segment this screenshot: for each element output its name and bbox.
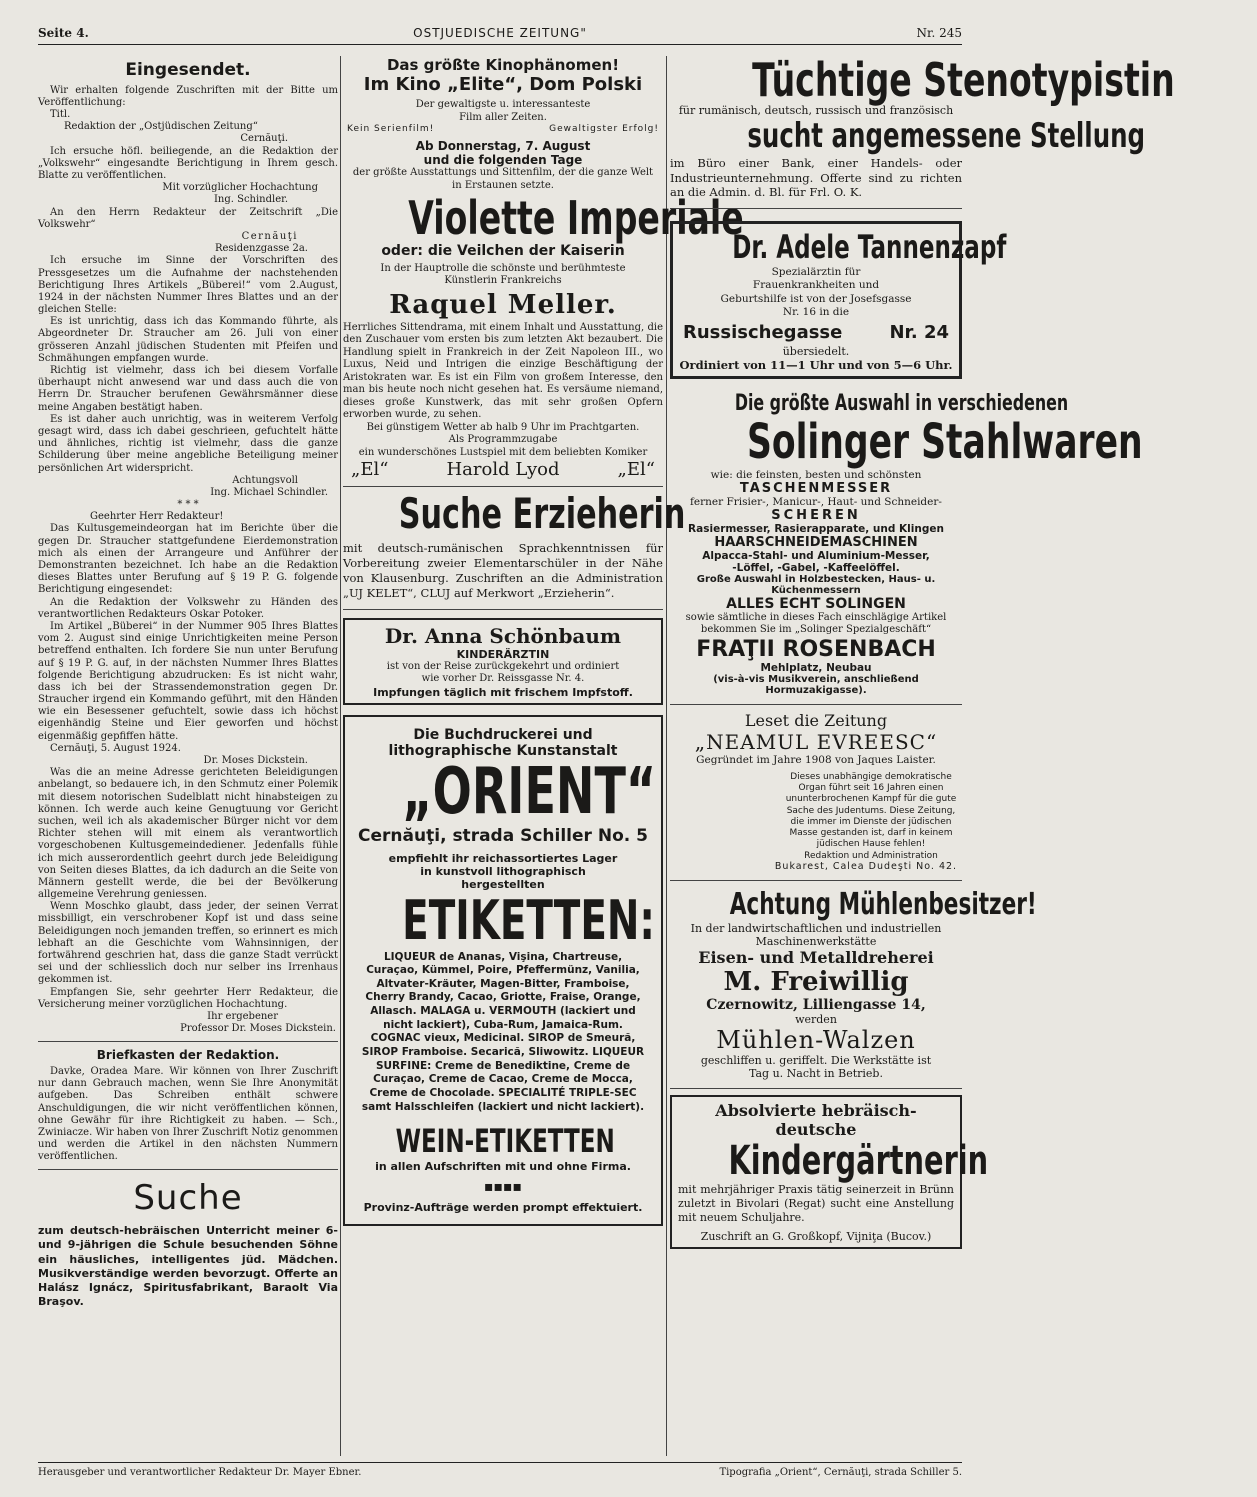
paragraph: Es ist daher auch unrichtig, was in weiterem Verfolg gesagt wird, dass ich dabei geschrieen, gefuchtelt hätte und ähnliches, richtig ist vielmehr, dass die ganze Schilderung über meine angebliche Beteiligung meiner persönlichen Art widerspricht. [38,413,338,474]
tannenzapf-hours: Ordiniert von 11—1 Uhr und von 5—6 Uhr. [679,358,953,373]
printer-imprint: Tipografia „Orient“, Cernăuţi, strada Schiller 5. [719,1467,962,1478]
kino-line: Das größte Kinophänomen! [386,56,620,74]
kino-comedian [343,459,663,480]
neamul-title: „NEAMUL EVREESC“ [694,729,938,754]
newspaper-title: OSTJUEDISCHE ZEITUNG" [413,26,587,40]
paragraph: Geehrter Herr Redakteur! [90,511,224,523]
paragraph: An die Redaktion der Volkswehr zu Händen des verantwortlichen Redakteurs Oskar Potoker. [38,596,338,620]
page-number: Seite 4. [38,26,89,40]
ornament-icon: ▪▪▪▪ [484,1179,522,1196]
eingesendet-heading: Eingesendet. [125,60,251,80]
paragraph: Wenn Moschko glaubt, dass jeder, der seinen Verrat missbilligt, ein verschrobener Kopf ist und dass seine Beleidigungen noch jemanden treffen, so erinnert es mich lebhaft an die Geschichte vom Wahnsinnigen, der fortwährend geschrien hat, dass die ganze Stadt verrückt sei und der schliesslich doch nur selber ins Irrenhaus gekommen ist. [38,901,338,986]
solinger-line: wie: die feinsten, besten und schönsten [710,468,922,481]
kino-comedian-part: Harold Lyod [446,459,560,481]
kino-badge: Gewaltigster Erfolg! [549,124,659,134]
solinger-shop-name: FRAŢII ROSENBACH [696,636,936,662]
solinger-heading: Solinger Stahlwaren [746,414,1143,471]
kino-line: Der gewaltigste u. interessanteste Film aller Zeiten. [415,99,591,123]
orient-advertisement [343,715,663,1226]
paragraph: Redaktion der „Ostjüdischen Zeitung“ [64,121,258,133]
solinger-line: Rasiermesser, Rasierapparate, und Klingen [688,522,944,535]
paragraph: Ich ersuche im Sinne der Vorschriften des Pressgesetzes um die Aufnahme der nachstehenden Berichtigung Ihres Artikels „Büberei!“ vom 2.August, 1924 in der nächsten Nummer Ihres Blattes und an der gleichen Stelle: [38,255,338,316]
kinder-line: Absolvierte hebräisch-deutsche [715,1100,917,1139]
paragraph: Richtig ist vielmehr, dass ich bei diesem Vorfalle überhaupt nicht anwesend war und dass auch die von Herrn Dr. Straucher berufenen Gewährsmänner diese meine Angaben bestätigt haben. [38,365,338,413]
neamul-line: Redaktion und Administration [804,850,938,861]
muehlen-line: geschliffen u. geriffelt. Die Werkstätte ist Tag u. Nacht in Betrieb. [700,1053,932,1080]
solinger-line: TASCHENMESSER [739,480,893,496]
paragraph: Das Kultusgemeindeorgan hat im Berichte über die gegen Dr. Straucher stattgefundene Eierdemonstration mich als einen der Arrangeure und Anführer der Demonstranten bezeichnet. Ich habe an die Redaktion dieses Blattes unter Berufung auf § 19 P. G. folgende Berichtigung eingesendet: [38,523,338,596]
briefkasten-heading: Briefkasten der Redaktion. [96,1048,280,1063]
paragraph: An den Herrn Redakteur der Zeitschrift „Die Volkswehr“ [38,206,338,230]
paragraph: Was die an meine Adresse gerichteten Beleidigungen anbelangt, so bedauere ich, in den Schmutz einer Polemik mit diesem notorischen Sudelblatt nicht hinabsteigen zu können. Ich werde auch keine Genugtuung vor Gericht suchen, weil ich als akademischer Bürger nicht vor dem Richter stehen will mit einem als verantwortlich vorgeschobenen Kultusgemeindediener. Jedenfalls fühle ich mich ausserordentlich geehrt durch jede Beleidigung von Seiten dieses Blattes, da ich dadurch an die Seite von Männern gestellt werde, die bei der Bevölkerung allgemeine Verehrung geniessen. [38,767,338,901]
muehlen-address: Czernowitz, Lilliengasse 14, [706,996,926,1013]
divider [38,1169,338,1170]
orient-line: Die Buchdruckerei und [413,726,593,743]
signature: Ing. Schindler. [213,194,288,206]
orient-line: empfiehlt ihr reichassortiertes Lager in kunstvoll lithographisch hergestellten [388,852,618,892]
orient-line: lithographische Kunstanstalt [388,742,618,759]
solinger-line: Alpacca-Stahl- und Aluminium-Messer, -Löffel, -Gabel, -Kaffeelöffel. [702,549,930,574]
tannenzapf-advertisement [670,221,1007,380]
neamul-line: Gegründet im Jahre 1908 von Jaques Laister. [696,753,936,766]
orient-etiketten: ETIKETTEN: [402,889,655,953]
erzieherin-text: mit deutsch-rumänischen Sprachkenntnissen für Vorbereitung zweier Elementarschüler in der Nähe von Klausenburg. Zuschriften an die Administration „UJ KELET“, CLUJ auf Merkwort „Erzieherin“. [343,541,663,601]
kino-line: In der Hauptrolle die schönste und berühmteste Künstlerin Frankreichs [380,262,626,287]
briefkasten-text: Davke, Oradea Mare. Wir können von Ihrer Zuschrift nur dann Gebrauch machen, wenn Sie Ihre Anonymität aufgeben. Das Schreiben enthält schwere Anschuldigungen, die wir nicht veröffentlichen können, ohne Gewähr für ihre Richtigkeit zu haben. — Sch., Zwiniacze. Wir haben von Ihrer Zuschrift Notiz genommen und werden die Artikel in den nächsten Nummern veröffentlichen. [38,1065,338,1163]
erzieherin-advertisement [343,487,686,610]
suche-heading: Suche [133,1178,243,1219]
column-middle [343,56,744,1456]
steno-text: im Büro einer Bank, einer Handels- oder Industrieunternehmung. Offerte sind zu richten an die Admin. d. Bl. für Frl. O. K. [670,156,962,200]
muehlen-heading: Achtung Mühlenbesitzer! [729,886,1037,922]
tannenzapf-line: Spezialärztin für Frauenkrankheiten und Geburtshilfe ist von der Josefsgasse Nr. 16 in die [720,265,912,319]
signature: Professor Dr. Moses Dickstein. [180,1023,336,1035]
kino-film-subtitle: oder: die Veilchen der Kaiserin [381,242,625,259]
kinder-text: mit mehrjähriger Praxis tätig seinerzeit in Brünn zuletzt in Bivolari (Regat) sucht eine Anstellung mit neuem Schuljahre. [678,1182,954,1225]
orient-address: Cernăuţi, strada Schiller No. 5 [358,826,648,847]
tannenzapf-line: übersiedelt. [782,345,850,359]
neamul-advertisement [670,705,962,881]
kino-line: Bei günstigem Wetter ab halb 9 Uhr im Prachtgarten. [366,421,640,433]
paragraph: Im Artikel „Büberei“ in der Nummer 905 Ihres Blattes vom 2. August sind einige Unrichtigkeiten meine Person betreffend enthalten. Ich fordere Sie nun unter Berufung auf § 19 P. G. auf, in der nächsten Nummer Ihres Blattes folgende Berichtigung abzudrucken: Es ist nicht wahr, dass ich bei der Strassendemonstration gegen Dr. Straucher irgend ein Kommando geführt, mit den Händen wie ein Besessener gefuchtelt, sowie dass ich höchst eigenhändig Steine und Eier geworfen und höchst eigenmäßig gepfiffen hätte. [38,620,338,742]
steno-advertisement [670,53,1175,209]
doctor-name: Dr. Anna Schönbaum [384,623,622,648]
orient-product-list: LIQUEUR de Ananas, Vişina, Chartreuse, Curaçao, Kümmel, Poire, Pfeffermünz, Vanilia, Altvater-Kräuter, Magen-Bitter, Framboise, Cherry Brandy, Cacao, Griotte, Fraise, Orange, Allasch. MALAGA u. VERMOUTH (lackiert und nicht lackiert), Cuba-Rum, Jamaica-Rum. COGNAC vieux, Medicinal. SIROP de Smeură, SIROP Framboise. Secarică, Sliwowitz. LIQUEUR SURFINE: Creme de Benediktine, Creme de Curaçao, Creme de Cacao, Creme de Mocca, Creme de Chocolade. SPECIALITÉ TRIPLE-SEC samt Halsschleifen (lackiert und nicht lackiert). [361,950,645,1113]
solinger-line: Mehlplatz, Neubau [760,661,872,674]
kino-date: Ab Donnerstag, 7. August [415,139,591,154]
muehlen-company: M. Freiwillig [723,966,909,997]
muehlen-line: Eisen- und Metalldreherei [698,947,934,967]
solinger-advertisement [670,385,1143,705]
page-footer [38,1462,962,1483]
steno-heading: Tüchtige Stenotypistin [752,53,1175,107]
muehlen-line: werden [795,1012,837,1026]
solinger-line: (vis-à-vis Musikverein, anschließend Hormuzakigasse). [713,673,919,696]
kino-badge: Kein Serienfilm! [347,124,435,134]
solinger-line: ferner Frisier-, Manicur-, Haut- und Schneider- [690,495,942,508]
schoenbaum-advertisement [343,618,663,705]
kino-comedian-part: „El“ [351,459,389,481]
page-header [38,22,962,45]
paragraph: Cernăuţi [241,230,298,242]
kino-description: Herrliches Sittendrama, mit einem Inhalt und Ausstattung, die den Zuschauer vom ersten bis zum letzten Akt bezaubert. Die Handlung spielt in Frankreich in der Zeit Napoleon III., wo Luxus, Neid und Intrigen die einzige Beschäftigung der Aristokraten war. Es ist ein Film von großem Interesse, den man bis heute noch nicht gesehen hat. Es versäume niemand, dieses große Kunstwerk, das mit sehr großen Opfern erworben wurde, zu sehen. [343,321,663,421]
kinder-contact: Zuschrift an G. Großkopf, Vijniţa (Bucov.) [700,1229,932,1243]
solinger-line: HAARSCHNEIDEMASCHINEN [714,534,918,550]
erzieherin-heading: Suche Erzieherin [398,489,686,539]
kino-line: ein wunderschönes Lustspiel mit dem beliebten Komiker [358,446,648,458]
divider [38,1041,338,1042]
paragraph: Wir erhalten folgende Zuschriften mit der Bitte um Veröffentlichung: [38,84,338,108]
column-divider [340,56,341,1456]
paragraph: Mit vorzüglicher Hochachtung [162,182,318,194]
paragraph: Titl. [50,109,71,121]
kino-line: der größte Ausstattungs und Sittenfilm, der die ganze Welt in Erstaunen setzte. [352,167,654,191]
column-left [38,56,338,1456]
paragraph: Es ist unrichtig, dass ich das Kommando führte, als Abgeordneter Dr. Straucher am 26. Juli von einer grösseren Anzahl jüdischen Studenten mit Pfeifen und Schmähungen empfangen wurde. [38,316,338,364]
steno-subheading: sucht angemessene Stellung [747,116,1146,157]
schoenbaum-line: wie vorher Dr. Reissgasse Nr. 4. [421,673,585,685]
paragraph: Ihr ergebener [207,1010,278,1022]
solinger-line: ALLES ECHT SOLINGEN [726,595,906,612]
paragraph: Achtungsvoll [232,474,298,486]
neamul-line: Bukarest, Calea Dudeşti No. 42. [774,860,958,872]
kino-film-title: Violette Imperiale [408,191,744,246]
tannenzapf-address-number: Nr. 24 [889,322,949,344]
issue-number: Nr. 245 [916,26,962,40]
solinger-line: Die größte Auswahl in verschiedenen [734,391,1069,417]
neamul-description: Dieses unabhängige demokratische Organ führt seit 16 Jahren einen ununterbrochenen Kampf für die gute Sache des Judentums. Diese Zeitung, die immer im Dienste der jüdischen Masse gestanden ist, darf in keinem jüdischen Hause fehlen! [785,771,957,850]
orient-line: in allen Aufschriften mit und ohne Firma. [375,1160,631,1174]
kino-venue: Im Kino „Elite“, Dom Polski [363,74,643,95]
doctor-name: Dr. Adele Tannenzapf [732,227,1007,266]
paragraph: Residenzgasse 2a. [214,243,308,255]
orient-wein-etiketten: WEIN-ETIKETTEN [395,1122,615,1161]
kino-line: Als Programmzugabe [448,434,558,446]
schoenbaum-line: Impfungen täglich mit frischem Impfstoff. [373,685,633,699]
doctor-title: KINDERÄRZTIN [456,647,550,661]
column-divider [666,56,667,1456]
suche-text: zum deutsch-hebräischen Unterricht meiner 6- und 9-jährigen die Schule besuchenden Söhne ein häusliches, intelligentes jüd. Mädchen. Musikverständige werden bevorzugt. Offerte an Halász Ignácz, Spiritusfabrikant, Baraolt Via Braşov. [38,1223,338,1309]
steno-line: für rumänisch, deutsch, russisch und französisch [678,104,954,118]
orient-line: Provinz-Aufträge werden prompt effektuiert. [363,1201,643,1215]
tannenzapf-address-street: Russischegasse [683,322,843,344]
paragraph: Empfangen Sie, sehr geehrter Herr Redakteur, die Versicherung meiner vorzüglichen Hochachtung. [38,986,338,1010]
tannenzapf-address [683,322,949,343]
kinder-advertisement [670,1095,989,1249]
paragraph: Ich ersuche höfl. beiliegende, an die Redaktion der „Volkswehr“ eingesandte Berichtigung in Ihrem gesch. Blatte zu veröffentlichen. [38,145,338,182]
kino-badges [343,124,663,135]
signature: Ing. Michael Schindler. [210,486,328,498]
solinger-line: SCHEREN [771,507,861,523]
separator-stars: * * * [177,499,199,511]
schoenbaum-line: ist von der Reise zurückgekehrt und ordiniert [386,660,620,672]
kinder-heading: Kindergärtnerin [728,1137,989,1184]
muehlen-advertisement [670,881,1037,1089]
neamul-line: Leset die Zeitung [744,710,888,730]
kino-date: und die folgenden Tage [423,153,583,168]
solinger-line: sowie sämtliche in dieses Fach einschlägige Artikel bekommen Sie im „Solinger Spezialgeschäft“ [685,611,947,636]
column-right [670,53,1175,1456]
muehlen-product: Mühlen-Walzen [716,1025,916,1054]
orient-title: „ORIENT“ [402,754,657,829]
signature: Dr. Moses Dickstein. [203,755,308,767]
kino-comedian-part: „El“ [617,459,655,481]
paragraph: Cernăuţi. [240,133,288,145]
kino-advertisement [343,56,744,487]
kino-star: Raquel Meller. [389,289,617,320]
solinger-line: Große Auswahl in Holzbestecken, Haus- u. Küchenmessern [696,573,936,596]
publisher-imprint: Herausgeber und verantwortlicher Redakteur Dr. Mayer Ebner. [38,1467,362,1478]
muehlen-line: In der landwirtschaftlichen und industriellen Maschinenwerkstätte [690,921,942,948]
paragraph: Cernăuţi, 5. August 1924. [50,742,181,754]
